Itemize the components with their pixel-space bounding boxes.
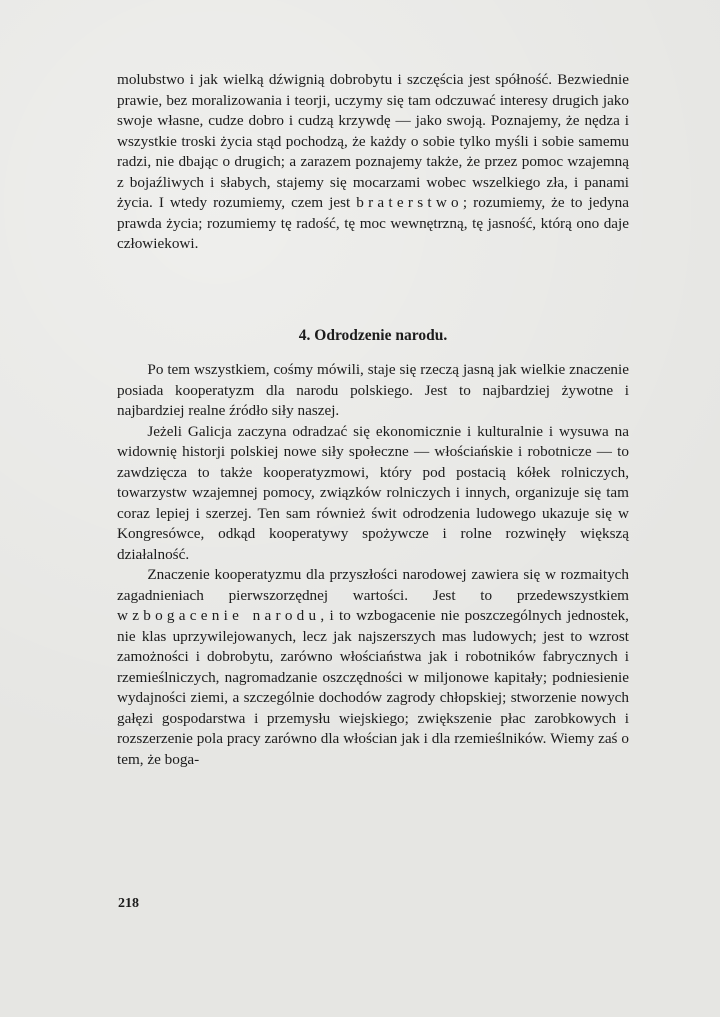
spaced-emphasis: wzbogacenie narodu	[117, 607, 321, 624]
spaced-emphasis: braterstwo	[356, 194, 463, 211]
page-number: 218	[118, 896, 139, 911]
paragraph	[117, 565, 629, 770]
paragraph: Jeżeli Galicja zaczyna odradzać się ekonomicznie i kulturalnie i wysuwa na widownię historji polskiej nowe siły społeczne — włościańskie i robotnicze — to zawdzięcza to także kooperatyzmowi, który pod postacią kółek rolniczych, towarzystw wzajemnej pomocy, związków rolniczych i innych, organizuje się tam coraz lepiej i szerzej. Ten sam również świt odrodzenia ludowego ukazuje się w Kongresówce, odkąd kooperatywy spożywcze i rolne rozwinęły większą działalność.	[117, 422, 629, 563]
section-heading: 4. Odrodzenie narodu.	[298, 327, 448, 344]
section-body	[117, 360, 629, 770]
text-run: molubstwo i jak wielką dźwignią dobrobytu i szczęścia jest spółność. Bezwiednie prawie, bez moralizowania i teorji, uczymy się tam odczuwać interesy drugich jako swoje własne, cudze dobro i cudzą krzywdę — jako swoją. Poznajemy, że nędza i wszystkie troski życia stąd pochodzą, że każdy o sobie tylko myśli i sobie samemu radzi, nie dbając o drugich; a zarazem poznajemy także, że przez pomoc wzajemną z bojaźliwych i słabych, stajemy się mocarzami wobec wszelkiego zła, i panami życia. I wtedy rozumiemy, czem jest	[117, 71, 629, 211]
paragraph: Po tem wszystkiem, cośmy mówili, staje się rzeczą jasną jak wielkie znaczenie posiada kooperatyzm dla narodu polskiego. Jest to najbardziej żywotne i najbardziej realne źródło siły naszej.	[117, 361, 629, 419]
continued-paragraph	[117, 70, 629, 255]
text-run: , i to wzbogacenie nie poszczególnych jednostek, nie klas uprzywilejowanych, lecz jak najszerszych mas ludowych; jest to wzrost zamożności i dobrobytu, zarówno włościaństwa jak i robotników fabrycznych i rzemieślniczych, nagromadzanie oszczędności w miljonowe kapitały; podniesienie wydajności ziemi, a szczególnie dochodów zagrody chłopskiej; stworzenie nowych gałęzi gospodarstwa i przemysłu wiejskiego; zwiększenie płac zarobkowych i rozszerzenie pola pracy zarówno dla włościan jak i dla rzemieślników. Wiemy zaś o tem, że boga-	[117, 607, 629, 768]
text-run: ; rozumiemy, że to jedyna prawda życia; rozumiemy tę radość, tę moc wewnętrzną, tę jasność, którą ono daje człowiekowi.	[117, 194, 629, 252]
text-run: Znaczenie kooperatyzmu dla przyszłości narodowej zawiera się w rozmaitych zagadnieniach pierwszorzędnej wartości. Jest to przedewszystkiem	[117, 566, 629, 604]
paragraph	[117, 70, 629, 255]
